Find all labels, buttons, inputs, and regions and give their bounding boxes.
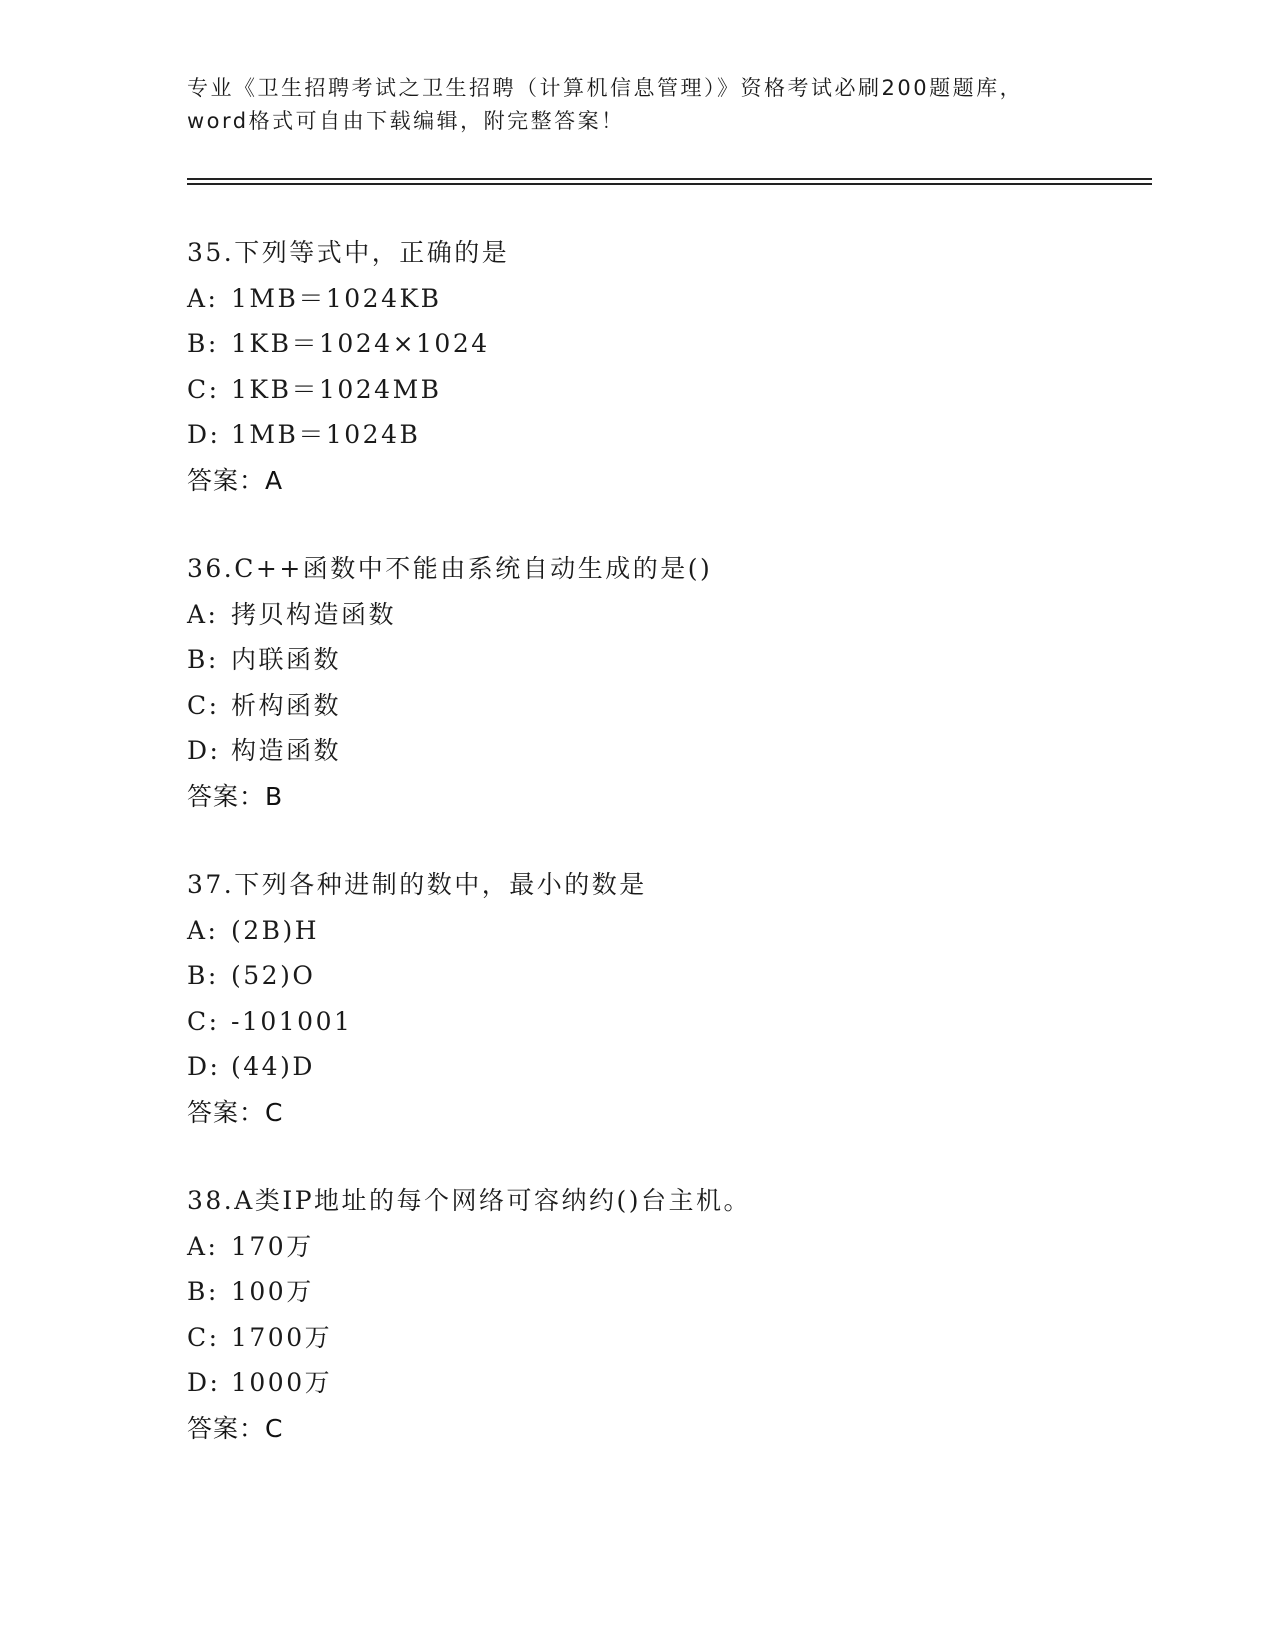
option-a <box>187 908 1137 954</box>
option-letter: A: <box>187 1231 219 1261</box>
option-text: -101001 <box>231 1006 353 1036</box>
option-letter: C: <box>187 1322 220 1352</box>
option-a <box>187 1224 1137 1270</box>
option-letter: D: <box>187 1368 221 1397</box>
option-text: 170万 <box>231 1231 314 1261</box>
option-text: 1700万 <box>231 1322 333 1352</box>
option-text: 1MB＝1024B <box>231 420 421 449</box>
question-36 <box>187 546 1137 819</box>
option-d <box>187 1044 1137 1090</box>
option-letter: C: <box>187 374 220 404</box>
header-line-2: word格式可自由下载编辑，附完整答案！ <box>187 109 625 133</box>
option-letter: C: <box>187 1006 220 1036</box>
option-letter: A: <box>187 599 219 629</box>
question-38 <box>187 1178 1137 1451</box>
question-title: 36.C++函数中不能由系统自动生成的是() <box>187 554 713 583</box>
option-d <box>187 728 1137 774</box>
option-text: 拷贝构造函数 <box>231 599 397 629</box>
option-c <box>187 999 1137 1045</box>
option-b <box>187 637 1137 683</box>
option-letter: B: <box>187 961 219 990</box>
option-letter: A: <box>187 915 219 945</box>
header-divider-bottom <box>187 183 1152 185</box>
option-text: (44)D <box>231 1052 315 1081</box>
answer-line: 答案：C <box>187 1097 284 1127</box>
question-title: 37.下列各种进制的数中，最小的数是 <box>187 870 647 899</box>
option-letter: B: <box>187 329 219 358</box>
option-text: 100万 <box>231 1277 314 1306</box>
option-b <box>187 1269 1137 1315</box>
option-letter: D: <box>187 1052 221 1081</box>
option-letter: D: <box>187 420 221 449</box>
option-b <box>187 321 1137 367</box>
option-c <box>187 1315 1137 1361</box>
answer-line: 答案：C <box>187 1413 284 1443</box>
option-text: 构造函数 <box>231 736 342 765</box>
option-text: 1KB＝1024×1024 <box>231 329 490 358</box>
answer-line: 答案：A <box>187 465 284 495</box>
option-c <box>187 683 1137 729</box>
option-b <box>187 953 1137 999</box>
option-text: 析构函数 <box>231 690 342 720</box>
option-text: (2B)H <box>231 915 320 945</box>
document-header <box>187 72 1087 138</box>
option-d <box>187 412 1137 458</box>
question-title: 38.A类IP地址的每个网络可容纳约()台主机。 <box>187 1186 752 1215</box>
option-letter: D: <box>187 736 221 765</box>
option-a <box>187 276 1137 322</box>
option-letter: C: <box>187 690 220 720</box>
answer-line: 答案：B <box>187 781 284 811</box>
option-letter: B: <box>187 1277 219 1306</box>
question-title: 35.下列等式中，正确的是 <box>187 238 510 267</box>
header-divider-top <box>187 178 1152 180</box>
option-c <box>187 367 1137 413</box>
option-letter: B: <box>187 645 219 674</box>
question-35 <box>187 230 1137 503</box>
question-37 <box>187 862 1137 1135</box>
option-text: 内联函数 <box>231 645 342 674</box>
option-text: 1KB＝1024MB <box>231 374 442 404</box>
option-letter: A: <box>187 283 219 313</box>
option-text: (52)O <box>231 961 316 990</box>
option-text: 1000万 <box>231 1368 333 1397</box>
header-line-1: 专业《卫生招聘考试之卫生招聘（计算机信息管理）》资格考试必刷200题题库， <box>187 76 1024 100</box>
option-text: 1MB＝1024KB <box>231 283 442 313</box>
option-d <box>187 1360 1137 1406</box>
option-a <box>187 592 1137 638</box>
